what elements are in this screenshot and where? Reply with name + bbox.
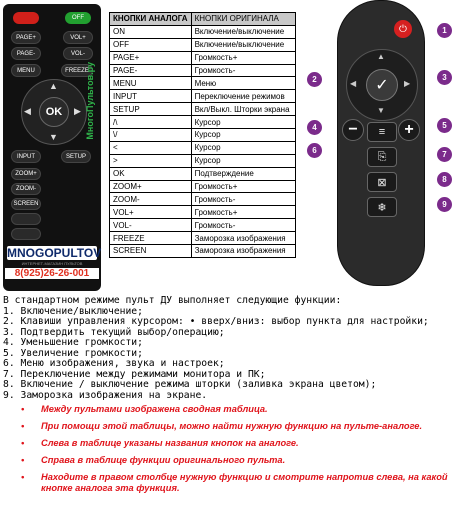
list-item: 4. Уменьшение громкости;	[3, 337, 143, 348]
checkmark-icon: ✓	[366, 69, 398, 101]
off-button	[65, 12, 91, 24]
note-item	[21, 438, 471, 449]
page-minus-button	[11, 47, 41, 60]
original-function-cell: Переключение режимов	[191, 90, 295, 103]
analog-button-cell: INPUT	[110, 90, 192, 103]
bullet-icon: •	[21, 438, 25, 448]
notes-list	[21, 404, 471, 494]
note-text: Слева в таблице указаны названия кнопок на аналоге.	[41, 438, 299, 448]
vol-minus-label: VOL-	[70, 50, 85, 57]
table-row	[110, 141, 296, 154]
list-item: 6. Меню изображения, звука и настроек;	[3, 358, 225, 369]
right-arrow-icon: ▶	[74, 106, 81, 116]
analog-button-cell: ZOOM-	[110, 193, 192, 206]
power-icon: ⏻	[394, 20, 412, 38]
input-label: INPUT	[17, 153, 35, 160]
analog-button-cell: VOL+	[110, 206, 192, 219]
callout-1: 1	[436, 22, 453, 39]
original-function-cell: Подтверждение	[191, 167, 295, 180]
original-function-cell: Меню	[191, 77, 295, 90]
analog-button-cell: MENU	[110, 77, 192, 90]
screen-curtain-icon: ⊠	[367, 172, 397, 192]
analog-button-cell: ZOOM+	[110, 180, 192, 193]
zoom-plus-label: ZOOM+	[15, 171, 37, 177]
note-item	[21, 404, 471, 415]
minus-icon: −	[342, 119, 364, 141]
table-row	[110, 129, 296, 142]
bullet-icon: •	[21, 455, 25, 465]
analog-button-cell: <	[110, 141, 192, 154]
left-arrow-icon: ◀	[24, 106, 31, 116]
original-function-cell: Громкость+	[191, 180, 295, 193]
brand-logo: MNOGOPULTOV	[7, 246, 102, 260]
usage-notes	[21, 404, 471, 500]
callout-6: 6	[306, 142, 323, 159]
callout-5: 5	[436, 117, 453, 134]
menu-icon: ≡	[367, 122, 397, 142]
table-row	[110, 232, 296, 245]
callout-2: 2	[306, 71, 323, 88]
screen-label: SCREEN	[13, 201, 39, 207]
original-function-cell: Курсор	[191, 154, 295, 167]
original-function-cell: Громкость+	[191, 206, 295, 219]
table-row	[110, 116, 296, 129]
original-function-cell: Громкость-	[191, 64, 295, 77]
button-mapping-table	[109, 12, 296, 258]
table-row	[110, 25, 296, 38]
phone-number: 8(925)26-26-001	[5, 268, 99, 279]
ok-button	[39, 97, 69, 127]
analog-button-cell: >	[110, 154, 192, 167]
callout-7: 7	[436, 146, 453, 163]
original-function-cell: Вкл/Выкл. Шторки экрана	[191, 103, 295, 116]
original-remote-image	[337, 0, 425, 286]
table-row	[110, 103, 296, 116]
blank-button-2	[11, 228, 41, 240]
freeze-label: FREEZE	[65, 67, 89, 74]
brand-tagline: ИНТЕРНЕТ-МАГАЗИН ПУЛЬТОВ	[21, 261, 83, 266]
up-arrow-icon: ▲	[49, 81, 58, 91]
original-function-cell: Громкость-	[191, 219, 295, 232]
note-text: При помощи этой таблицы, можно найти нужную функцию на пульте-аналоге.	[41, 421, 423, 431]
analog-remote-image	[3, 4, 101, 291]
header-analog: КНОПКИ АНАЛОГА	[110, 13, 192, 26]
original-function-cell: Включение/выключение	[191, 25, 295, 38]
table-row	[110, 167, 296, 180]
left-arrow-icon: ◀	[350, 79, 357, 88]
up-arrow-icon: ▲	[377, 52, 385, 61]
page-plus-label: PAGE+	[16, 34, 36, 41]
bullet-icon: •	[21, 404, 25, 414]
analog-button-cell: FREEZE	[110, 232, 192, 245]
zoom-plus-button	[11, 168, 41, 180]
header-original: КНОПКИ ОРИГИНАЛА	[191, 13, 295, 26]
ok-label: OK	[45, 106, 63, 118]
blank-button-1	[11, 213, 41, 225]
original-function-cell: Включение/выключение	[191, 38, 295, 51]
list-item: 8. Включение / выключение режима шторки (заливка экрана цветом);	[3, 379, 377, 390]
menu-label: MENU	[17, 67, 35, 74]
analog-button-cell: SCREEN	[110, 245, 192, 258]
input-icon: ⎘	[367, 147, 397, 167]
on-button	[13, 12, 39, 24]
list-item: 3. Подтвердить текущий выбор/операцию;	[3, 326, 225, 338]
right-arrow-icon: ▶	[404, 79, 411, 88]
bullet-icon: •	[21, 421, 25, 431]
plus-icon: +	[398, 119, 420, 141]
zoom-minus-label: ZOOM-	[16, 186, 36, 192]
analog-button-cell: PAGE+	[110, 51, 192, 64]
list-item: 1. Включение/выключение;	[3, 305, 143, 317]
analog-button-cell: PAGE-	[110, 64, 192, 77]
original-function-cell: Заморозка изображения	[191, 245, 295, 258]
original-function-cell: Курсор	[191, 141, 295, 154]
table-row	[110, 180, 296, 193]
table-row	[110, 77, 296, 90]
original-function-cell: Заморозка изображения	[191, 232, 295, 245]
list-item: 5. Увеличение громкости;	[3, 347, 143, 359]
table-body	[110, 25, 296, 257]
note-item	[21, 455, 471, 466]
down-arrow-icon: ▼	[49, 132, 58, 142]
table-row	[110, 51, 296, 64]
note-text: Между пультами изображена сводная таблица.	[41, 404, 268, 414]
table-row	[110, 193, 296, 206]
callout-8: 8	[436, 171, 453, 188]
table-row	[110, 206, 296, 219]
freeze-snowflake-icon: ❄	[367, 197, 397, 217]
note-text: Находите в правом столбце нужную функцию и смотрите напротив слева, на какой кнопке аналога эта функция.	[41, 472, 448, 493]
down-arrow-icon: ▼	[377, 106, 385, 115]
analog-button-cell: ON	[110, 25, 192, 38]
analog-button-cell: SETUP	[110, 103, 192, 116]
table-row	[110, 64, 296, 77]
list-item: 2. Клавиши управления курсором: • вверх/вниз: выбор пункта для настройки;	[3, 316, 429, 327]
description-intro: В стандартном режиме пульт ДУ выполняет следующие функции:	[3, 295, 342, 306]
vol-minus-button	[63, 47, 93, 60]
function-list	[3, 307, 471, 402]
vol-plus-label: VOL+	[70, 34, 86, 41]
vol-plus-button	[63, 31, 93, 44]
function-description	[3, 296, 471, 401]
callout-4: 4	[306, 119, 323, 136]
analog-button-cell: OFF	[110, 38, 192, 51]
zoom-minus-button	[11, 183, 41, 195]
list-item: 9. Заморозка изображения на экране.	[3, 389, 208, 401]
original-function-cell: Громкость+	[191, 51, 295, 64]
menu-button	[11, 64, 41, 77]
setup-label: SETUP	[65, 153, 86, 160]
input-button	[11, 150, 41, 163]
note-text: Справа в таблице функции оригинального пульта.	[41, 455, 286, 465]
note-item	[21, 472, 471, 494]
original-function-cell: Громкость-	[191, 193, 295, 206]
table-row	[110, 38, 296, 51]
table-row	[110, 90, 296, 103]
page-minus-label: PAGE-	[16, 50, 36, 57]
table-row	[110, 219, 296, 232]
off-button-label: OFF	[72, 15, 84, 21]
bullet-icon: •	[21, 472, 25, 482]
analog-button-cell: \/	[110, 129, 192, 142]
original-function-cell: Курсор	[191, 129, 295, 142]
analog-button-cell: OK	[110, 167, 192, 180]
table-row	[110, 245, 296, 258]
callout-3: 3	[436, 69, 453, 86]
original-function-cell: Курсор	[191, 116, 295, 129]
watermark-vertical: МногоПультов.ру	[85, 62, 95, 140]
list-item: 7. Переключение между режимами монитора и ПК;	[3, 368, 266, 380]
page-plus-button	[11, 31, 41, 44]
callout-9: 9	[436, 196, 453, 213]
note-item	[21, 421, 471, 432]
analog-button-cell: VOL-	[110, 219, 192, 232]
table-row	[110, 154, 296, 167]
setup-button	[61, 150, 91, 163]
analog-button-cell: /\	[110, 116, 192, 129]
table-header-row	[110, 13, 296, 26]
screen-button	[11, 198, 41, 210]
